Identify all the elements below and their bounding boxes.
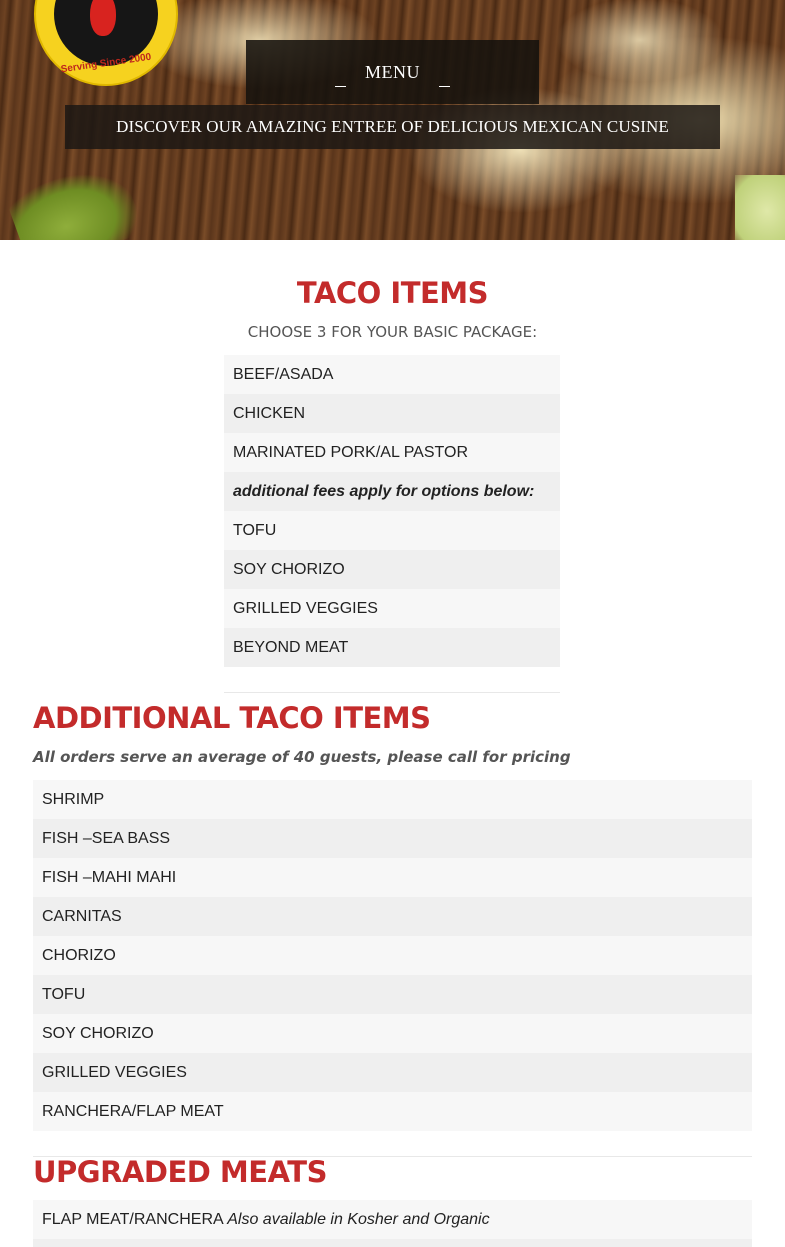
- list-item: BEYOND MEAT: [224, 628, 560, 667]
- list-item: CHORIZO: [33, 936, 752, 975]
- restaurant-logo[interactable]: [34, 0, 178, 86]
- item-note: Also available in Kosher and Organic: [227, 1211, 490, 1228]
- list-item: BEEF/ASADA: [224, 355, 560, 394]
- upgraded-meats-title: UPGRADED MEATS: [33, 1155, 327, 1189]
- list-item: SOY CHORIZO: [33, 1014, 752, 1053]
- menu-dash-right-icon: [439, 86, 450, 87]
- list-item: RANCHERA/FLAP MEAT: [33, 1092, 752, 1131]
- additional-taco-items-list: [33, 780, 752, 1131]
- hero-banner: [0, 0, 785, 240]
- additional-fees-note: additional fees apply for options below:: [224, 472, 560, 511]
- list-item: SHRIMP: [33, 780, 752, 819]
- list-item: [33, 1200, 752, 1239]
- list-item: MARINATED PORK/AL PASTOR: [224, 433, 560, 472]
- list-item: CARNITAS: [33, 897, 752, 936]
- list-item: GRILLED VEGGIES: [224, 589, 560, 628]
- list-item: SOY CHORIZO: [224, 550, 560, 589]
- chili-pepper-mascot-icon: [90, 0, 116, 36]
- list-item: [33, 1239, 752, 1247]
- logo-tagline: Serving Since 2000: [60, 51, 152, 76]
- cilantro-leaf-decoration: [5, 157, 145, 240]
- lime-decoration: [735, 175, 785, 240]
- list-item: GRILLED VEGGIES: [33, 1053, 752, 1092]
- additional-taco-items-title: ADDITIONAL TACO ITEMS: [33, 701, 431, 735]
- menu-title-box: [246, 40, 539, 104]
- taco-items-title: TACO ITEMS: [296, 276, 489, 310]
- list-item: TOFU: [224, 511, 560, 550]
- pricing-note: All orders serve an average of 40 guests, please call for pricing: [33, 748, 571, 766]
- item-label: FLAP MEAT/RANCHERA: [42, 1211, 223, 1228]
- taco-items-subtitle: CHOOSE 3 FOR YOUR BASIC PACKAGE:: [247, 323, 538, 341]
- upgraded-meats-list: [33, 1200, 752, 1247]
- taco-items-list: [224, 355, 560, 667]
- section-divider: [224, 692, 560, 693]
- menu-label: MENU: [365, 62, 420, 82]
- list-item: CHICKEN: [224, 394, 560, 433]
- list-item: FISH –SEA BASS: [33, 819, 752, 858]
- hero-tagline-banner: DISCOVER OUR AMAZING ENTREE OF DELICIOUS MEXICAN CUSINE: [65, 105, 720, 149]
- list-item: TOFU: [33, 975, 752, 1014]
- list-item: FISH –MAHI MAHI: [33, 858, 752, 897]
- menu-dash-left-icon: [335, 86, 346, 87]
